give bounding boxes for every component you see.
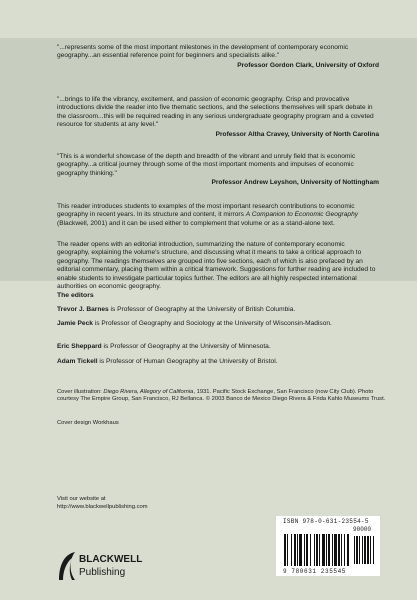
publisher-name: BLACKWELL <box>79 554 143 565</box>
companion-title: A Companion to Economic Geography <box>245 211 359 219</box>
editor-entry <box>57 343 379 351</box>
editor-entry <box>57 358 379 366</box>
desc-text: This reader introduces students to examples of the most important research contributions to economic geography in recent years. In its structure and content, it mirrors <box>57 203 355 219</box>
description-paragraph-2 <box>57 241 379 291</box>
cover-design-credit: Cover design Workhaus <box>57 420 119 426</box>
endorsement-quote-2 <box>57 96 379 139</box>
desc-text: (Blackwell, 2001) and it can be used either to complement that volume or as a stand-alone text. <box>57 219 335 227</box>
description-paragraph-1 <box>57 203 379 228</box>
desc-text: The reader opens with an editorial introduction, summarizing the nature of contemporary economic geography, explaining the volume's structure, and discussing what it means to take a critical approach to geography. The readings themselves are grouped into five sections, each of which is also prefaced by an editorial commentary, placing them within a critical framework. Suggestions for further reading are included to enable students to investigate particular topics further. The editors are all highly respected international authorities on economic geography. <box>57 241 376 291</box>
isbn-addon: 90000 <box>353 526 372 533</box>
editor-name: Jamie Peck <box>57 320 93 327</box>
editor-name: Adam Tickell <box>57 358 98 365</box>
barcode-panel <box>276 516 380 576</box>
cover-illustration-credit <box>57 389 387 404</box>
editor-desc: is Professor of Human Geography at the University of Bristol. <box>97 358 278 365</box>
website-url[interactable]: http://www.blackwellpublishing.com <box>57 504 148 510</box>
publisher-logo <box>57 550 157 584</box>
editors-heading: The editors <box>57 292 94 299</box>
endorsement-quote-3 <box>57 153 379 188</box>
isbn-label: ISBN 978-0-631-23554-5 <box>283 518 369 525</box>
editor-desc: is Professor of Geography at the University of Minnesota. <box>101 343 271 350</box>
quote-text: "...brings to life the vibrancy, excitement, and passion of economic geography. Crisp and provocative introductions divide the reader into five thematic sections, and the selections themselves will spark debate in the classroom...this will be required reading in any serious undergraduate geography program and a coveted resource for students at any level." <box>57 96 374 129</box>
barcode-graphic <box>276 516 380 576</box>
editor-entry <box>57 306 379 314</box>
editor-name: Eric Sheppard <box>57 343 102 350</box>
credit-text: , 1931. Pacific Stock Exchange, San Francisco (now City Club). Photo courtesy The Empire Group, San Francisco, RJ Bellanca. © 2003 Banco de Mexico Diego Rivera & Frida Kahlo Museums Trust. <box>57 389 386 403</box>
blackwell-mark-icon <box>57 550 77 582</box>
endorsement-quote-1 <box>57 44 379 70</box>
quote-attribution: Professor Andrew Leyshon, University of Nottingham <box>211 179 379 187</box>
quote-text: "This is a wonderful showcase of the depth and breadth of the vibrant and unruly field that is economic geography...a critical journey through some of the most important moments and impulses of economic geography thinking." <box>57 153 356 177</box>
publisher-sub: Publishing <box>79 567 126 578</box>
quote-text: "...represents some of the most important milestones in the development of contemporary economic geography...an essential reference point for beginners and specialists alike." <box>57 44 349 60</box>
artwork-title: Diego Rivera, Allegory of California <box>103 389 194 395</box>
credit-label: Cover illustration: <box>57 389 104 395</box>
editor-entry <box>57 320 379 328</box>
editor-desc: is Professor of Geography at the University of British Columbia. <box>108 306 296 313</box>
editor-desc: is Professor of Geography and Sociology at the University of Wisconsin-Madison. <box>92 320 332 327</box>
quote-attribution: Professor Altha Cravey, University of North Carolina <box>215 130 379 138</box>
website-line: Visit our website at <box>57 496 106 502</box>
editor-name: Trevor J. Barnes <box>57 306 109 313</box>
barcode-digits: 9 780631 235545 <box>283 568 347 575</box>
quote-attribution: Professor Gordon Clark, University of Oxford <box>237 61 379 69</box>
